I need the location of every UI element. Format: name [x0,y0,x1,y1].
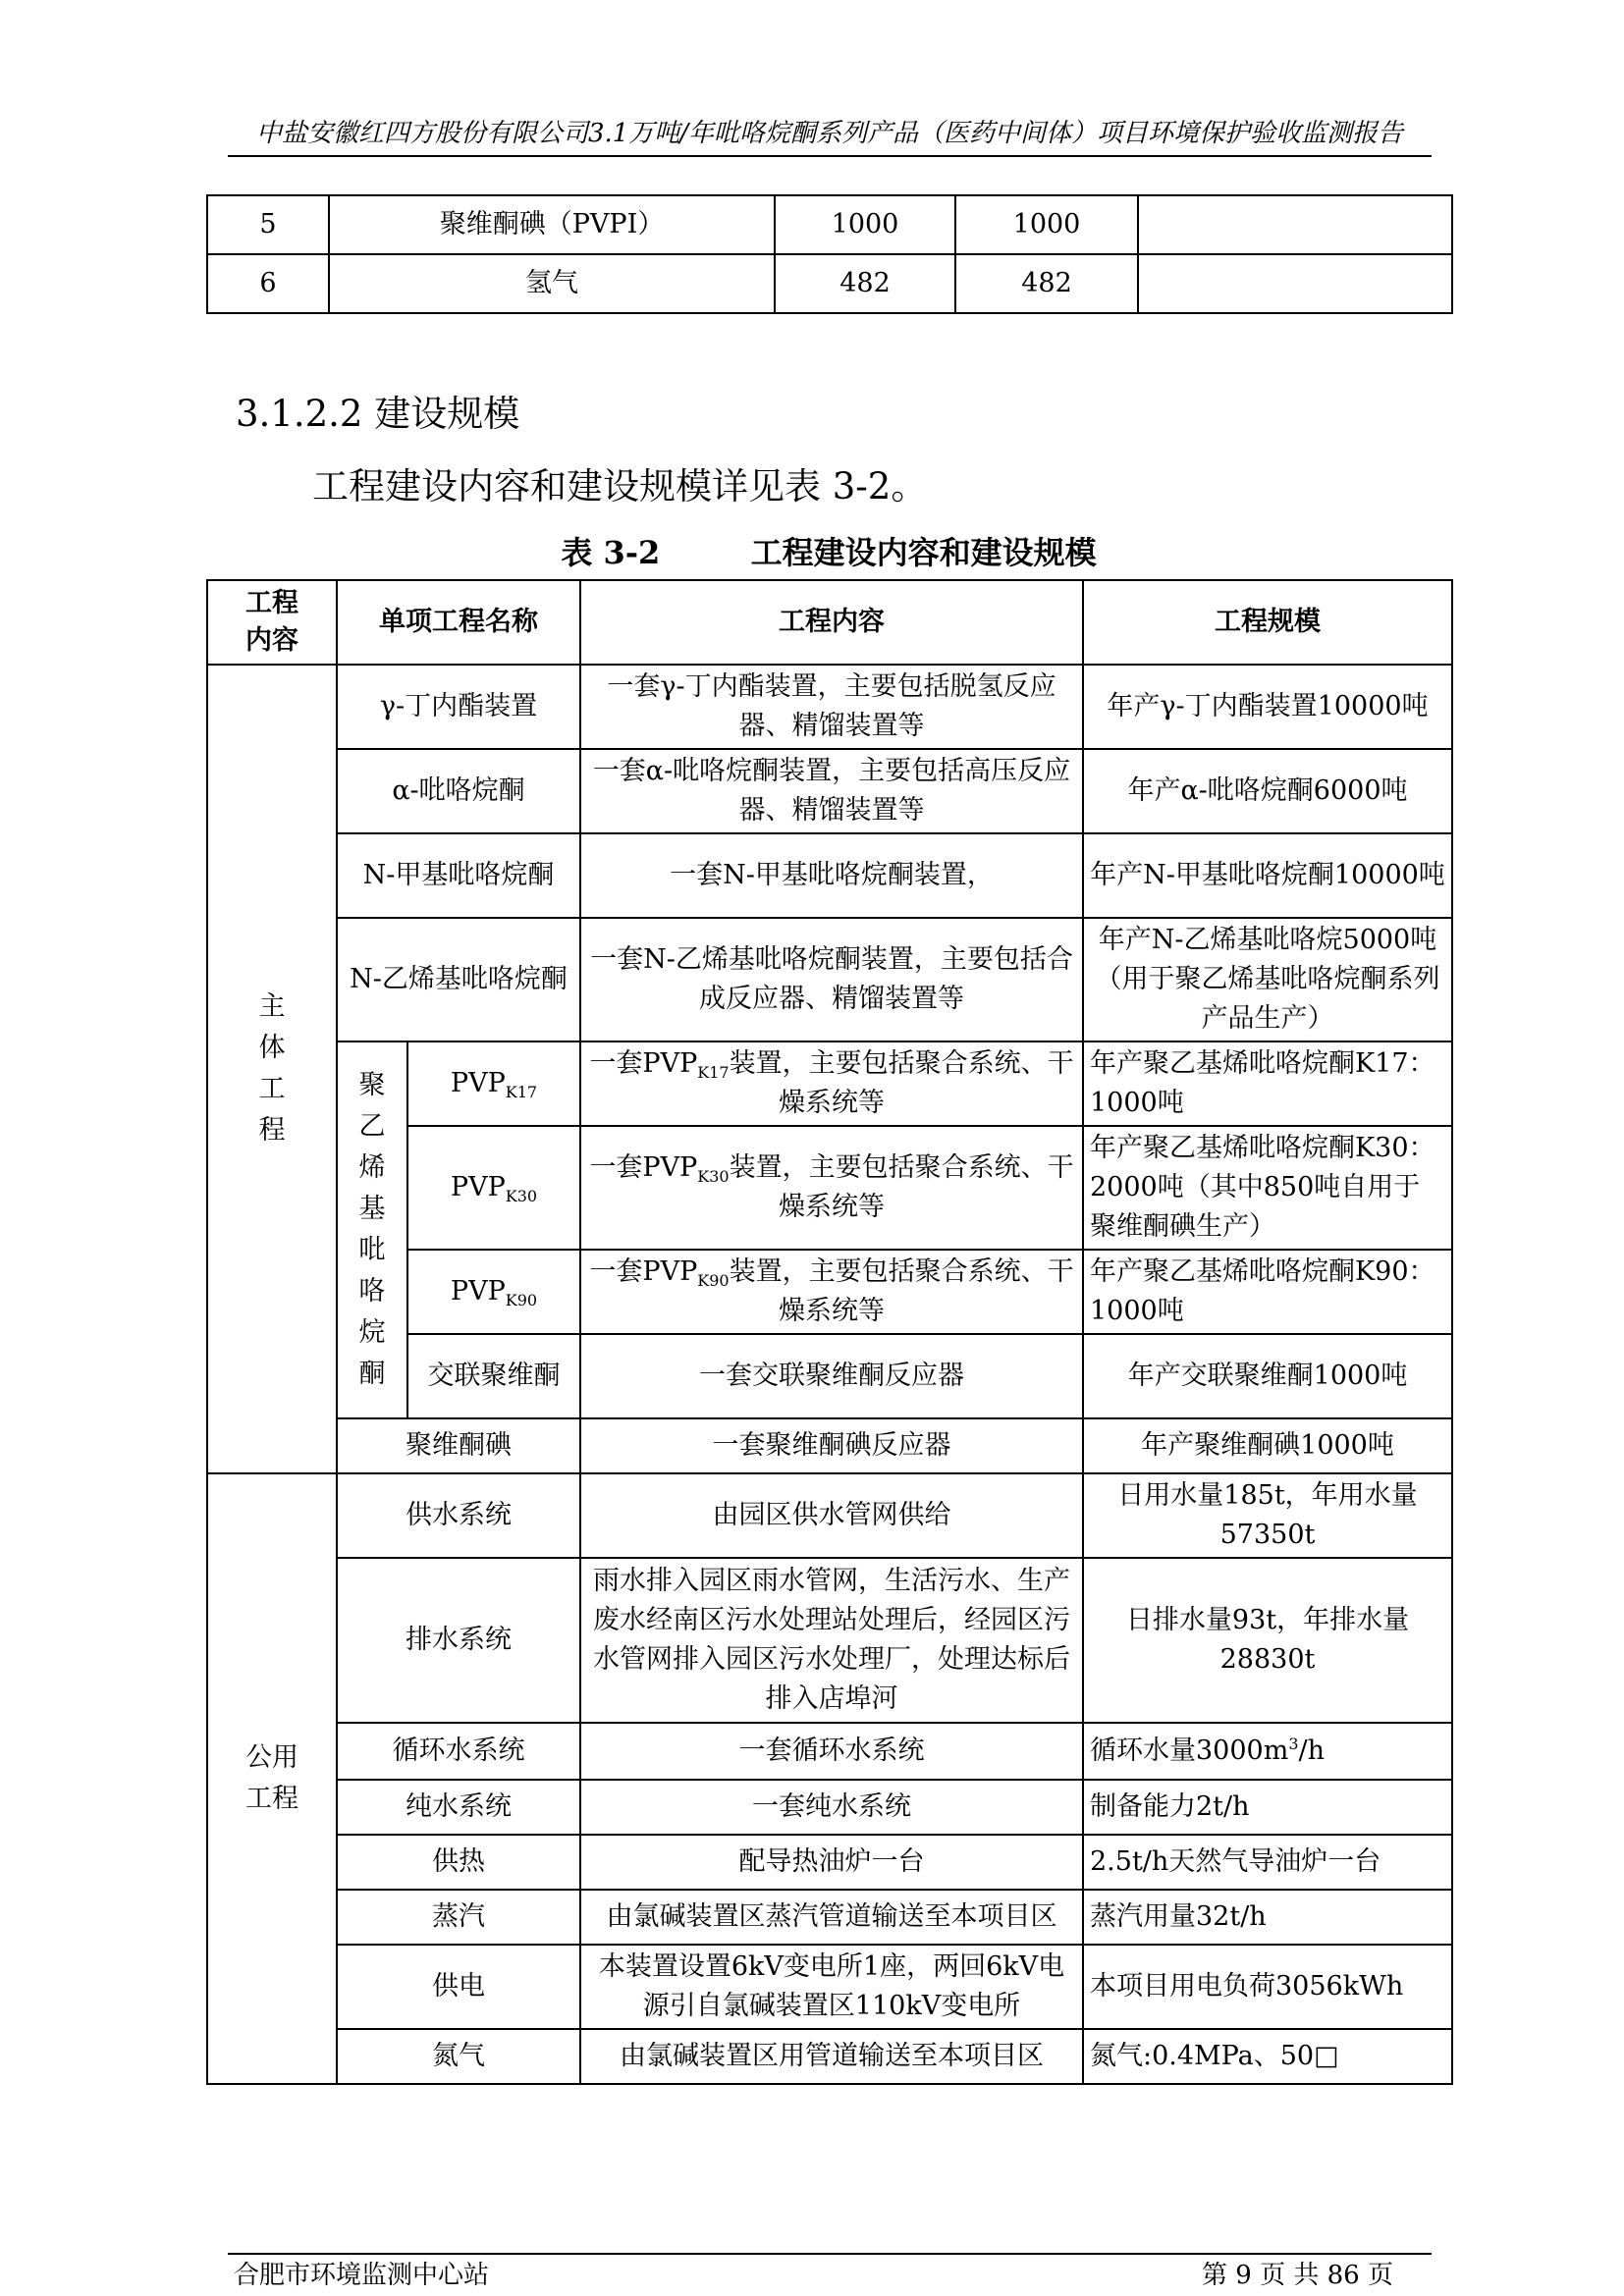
table-row [207,749,1452,833]
row-number: 6 [207,254,329,313]
section-title: 3.1.2.2 建设规模 [236,393,520,435]
actual-capacity: 482 [955,254,1138,313]
category-main: 主体工程 [207,665,337,1473]
item-name: 聚维酮碘 [337,1418,580,1473]
item-scale: 2.5t/h天然气导油炉一台 [1083,1835,1452,1890]
item-content: 一套N-甲基吡咯烷酮装置， [580,833,1083,918]
row-number: 5 [207,195,329,254]
item-scale: 年产γ-丁内酯装置10000吨 [1083,665,1452,749]
table-row [207,1945,1452,2029]
item-name: $PVP_{K17}$ [407,1041,580,1126]
item-scale: 制备能力2t/h [1083,1780,1452,1835]
table-row [207,1835,1452,1890]
item-content: 一套$PVP_{K17}$装置，主要包括聚合系统、干燥系统等 [580,1041,1083,1126]
item-scale: 循环水量$3000m^3/h$ [1083,1723,1452,1780]
section-intro: 工程建设内容和建设规模详见表 3-2。 [312,465,928,507]
item-content: 一套α-吡咯烷酮装置，主要包括高压反应器、精馏装置等 [580,749,1083,833]
item-scale: 年产聚乙基烯吡咯烷酮K30：2000吨（其中850吨自用于聚维酮碘生产） [1083,1126,1452,1250]
table-row [207,665,1452,749]
item-scale: 年产聚乙基烯吡咯烷酮K17：1000吨 [1083,1041,1452,1126]
item-name: 氮气 [337,2029,580,2084]
actual-capacity: 1000 [955,195,1138,254]
item-scale: 蒸汽用量32t/h [1083,1890,1452,1945]
item-content: 雨水排入园区雨水管网，生活污水、生产废水经南区污水处理站处理后，经园区污水管网排入园区污水处理厂，处理达标后排入店埠河 [580,1558,1083,1723]
footer-org: 合肥市环境监测中心站 [234,2261,490,2290]
table-caption [206,528,1451,577]
table-row [207,1558,1452,1723]
item-name: 供电 [337,1945,580,2029]
item-content: 一套$PVP_{K30}$装置，主要包括聚合系统、干燥系统等 [580,1126,1083,1250]
item-content: 由园区供水管网供给 [580,1473,1083,1558]
table-caption-title: 工程建设内容和建设规模 [750,534,1097,571]
product-table-continued [206,194,1453,314]
item-name: 纯水系统 [337,1780,580,1835]
item-name: 供水系统 [337,1473,580,1558]
item-scale: 年产N-乙烯基吡咯烷5000吨（用于聚乙烯基吡咯烷酮系列产品生产） [1083,918,1452,1041]
item-name: N-乙烯基吡咯烷酮 [337,918,580,1041]
item-content: 一套N-乙烯基吡咯烷酮装置，主要包括合成反应器、精馏装置等 [580,918,1083,1041]
item-scale: 年产聚乙基烯吡咯烷酮K90：1000吨 [1083,1250,1452,1334]
table-row [207,1473,1452,1558]
note-cell [1138,195,1452,254]
item-content: 由氯碱装置区用管道输送至本项目区 [580,2029,1083,2084]
item-name: γ-丁内酯装置 [337,665,580,749]
item-scale: 日用水量185t，年用水量57350t [1083,1473,1452,1558]
item-content: 本装置设置6kV变电所1座，两回6kV电源引自氯碱装置区110kV变电所 [580,1945,1083,2029]
header-content: 工程内容 [580,580,1083,665]
running-header: 中盐安徽红四方股份有限公司3.1万吨/年吡咯烷酮系列产品（医药中间体）项目环境保护验收监测报告 [255,119,1404,148]
footer-page-number: 第 9 页 共 86 页 [1202,2261,1393,2290]
table-row [207,1418,1452,1473]
header-scale: 工程规模 [1083,580,1452,665]
category-utility: 公用工程 [207,1473,337,2084]
header-item: 单项工程名称 [337,580,580,665]
item-name: $PVP_{K30}$ [407,1126,580,1250]
table-row [207,2029,1452,2084]
design-capacity: 482 [775,254,955,313]
item-name: 供热 [337,1835,580,1890]
table-caption-number: 表 3-2 [561,534,661,571]
item-scale: 年产聚维酮碘1000吨 [1083,1418,1452,1473]
table-row [207,195,1452,254]
table-header-row [207,580,1452,665]
item-name: $PVP_{K90}$ [407,1250,580,1334]
table-row [207,1041,1452,1126]
item-content: 一套循环水系统 [580,1723,1083,1780]
item-name: 排水系统 [337,1558,580,1723]
item-scale: 本项目用电负荷3056kWh [1083,1945,1452,2029]
item-content: 一套γ-丁内酯装置，主要包括脱氢反应器、精馏装置等 [580,665,1083,749]
table-row [207,1780,1452,1835]
item-content: 一套$PVP_{K90}$装置，主要包括聚合系统、干燥系统等 [580,1250,1083,1334]
table-row [207,254,1452,313]
header-category: 工程内容 [207,580,337,665]
pvp-group: 聚乙烯基吡咯烷酮 [337,1041,407,1418]
item-scale: 氮气:0.4MPa、50□ [1083,2029,1452,2084]
note-cell [1138,254,1452,313]
item-content: 配导热油炉一台 [580,1835,1083,1890]
item-scale: 年产N-甲基吡咯烷酮10000吨 [1083,833,1452,918]
item-content: 一套交联聚维酮反应器 [580,1334,1083,1418]
table-row [207,833,1452,918]
item-name: α-吡咯烷酮 [337,749,580,833]
product-name: 氢气 [329,254,775,313]
item-name: 交联聚维酮 [407,1334,580,1418]
design-capacity: 1000 [775,195,955,254]
table-row [207,1890,1452,1945]
item-name: N-甲基吡咯烷酮 [337,833,580,918]
header-rule [228,155,1432,157]
item-name: 蒸汽 [337,1890,580,1945]
item-content: 由氯碱装置区蒸汽管道输送至本项目区 [580,1890,1083,1945]
item-name: 循环水系统 [337,1723,580,1780]
item-scale: 日排水量93t，年排水量28830t [1083,1558,1452,1723]
item-scale: 年产α-吡咯烷酮6000吨 [1083,749,1452,833]
product-name: 聚维酮碘（PVPI） [329,195,775,254]
footer-rule [228,2253,1432,2255]
construction-scale-table [206,579,1453,2085]
item-content: 一套纯水系统 [580,1780,1083,1835]
table-row [207,918,1452,1041]
item-scale: 年产交联聚维酮1000吨 [1083,1334,1452,1418]
table-row [207,1723,1452,1780]
item-content: 一套聚维酮碘反应器 [580,1418,1083,1473]
